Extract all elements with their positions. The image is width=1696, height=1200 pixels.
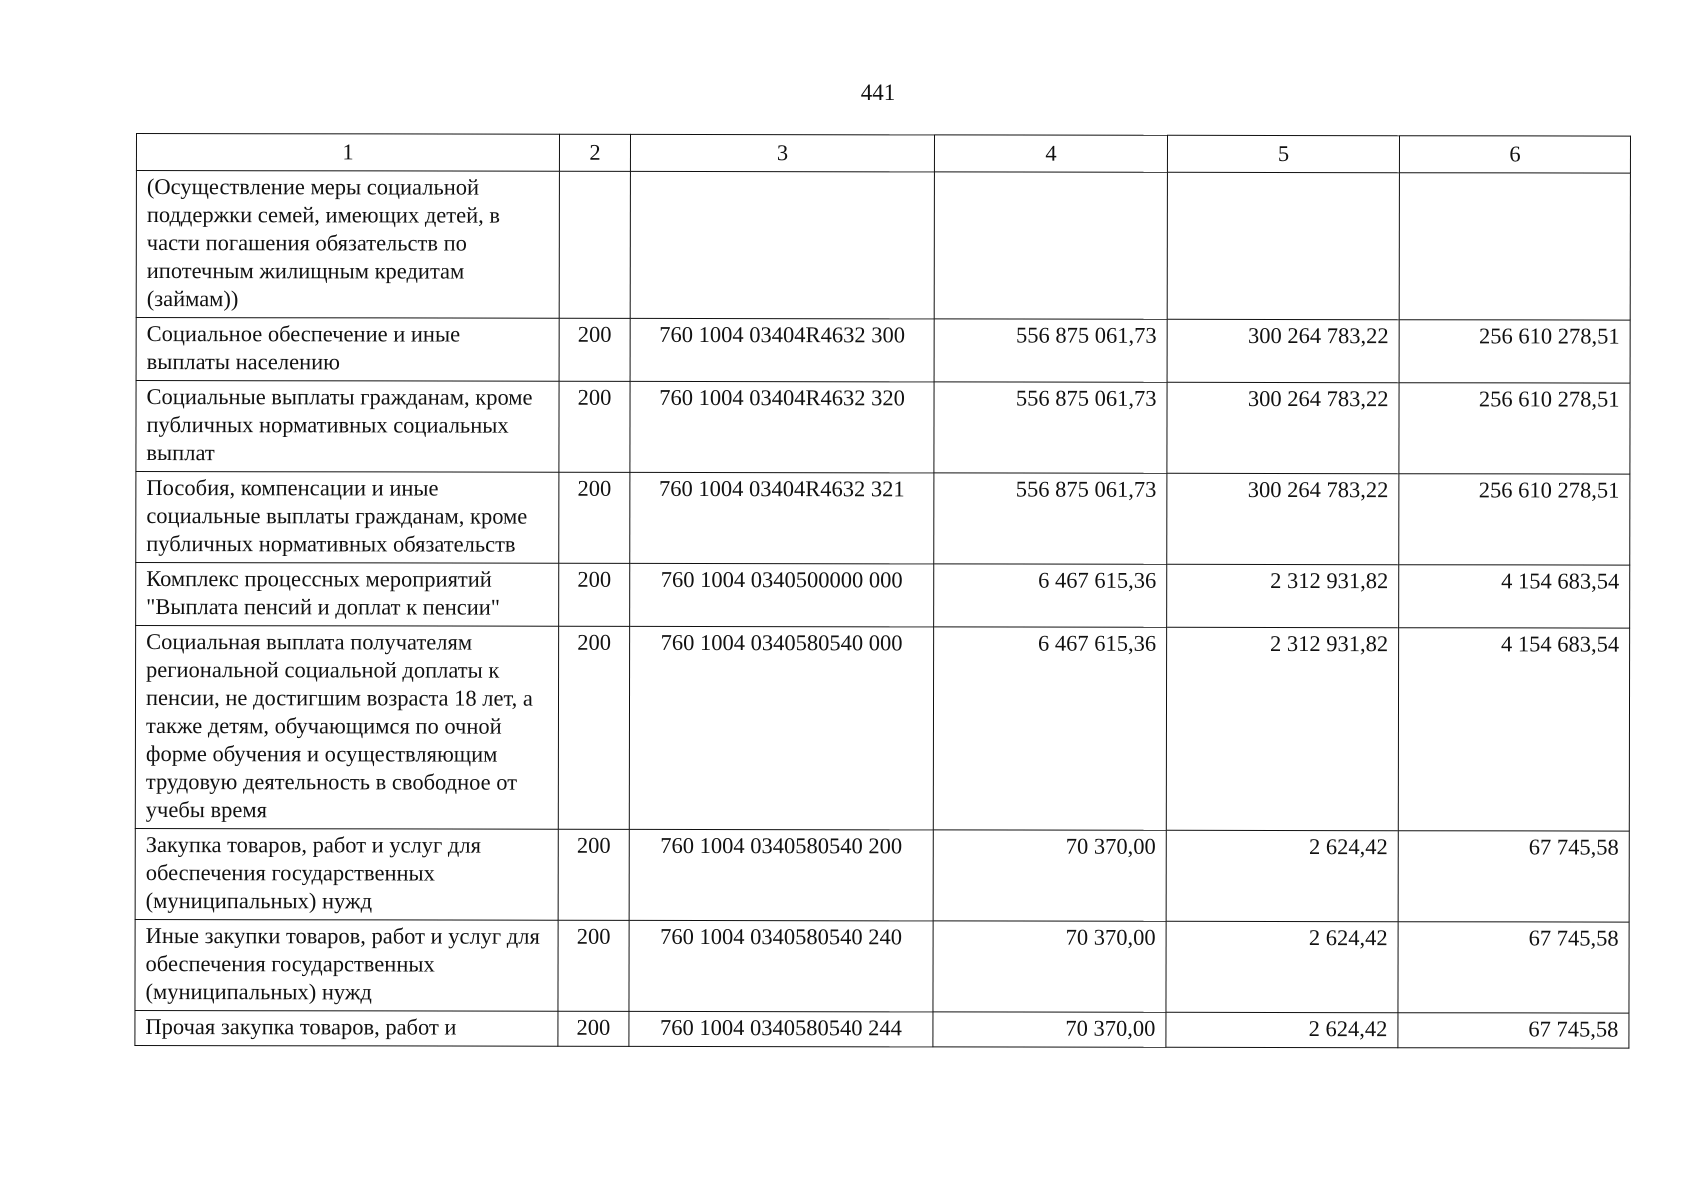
table-row xyxy=(136,381,1630,475)
row-value-6: 67 745,58 xyxy=(1398,922,1629,1013)
column-header: 1 xyxy=(136,134,559,172)
table-row xyxy=(136,171,1630,321)
row-code: 760 1004 0340580540 244 xyxy=(629,1011,933,1047)
row-value-4: 556 875 061,73 xyxy=(934,382,1167,473)
row-code: 760 1004 0340500000 000 xyxy=(630,563,934,627)
row-value-4: 70 370,00 xyxy=(933,1012,1166,1047)
budget-table xyxy=(134,133,1631,1049)
table-row xyxy=(136,472,1630,566)
row-value-6: 4 154 683,54 xyxy=(1399,565,1630,628)
column-header: 6 xyxy=(1399,136,1630,173)
row-name: Социальные выплаты гражданам, кроме публичных нормативных социальных выплат xyxy=(136,381,559,473)
row-name: (Осуществление меры социальной поддержки семей, имеющих детей, в части погашения обязательств по ипотечным жилищным кредитам (займам)) xyxy=(136,171,559,319)
row-value-5 xyxy=(1167,172,1399,319)
table-row xyxy=(136,318,1630,384)
row-code xyxy=(630,171,934,319)
row-value-5: 2 312 931,82 xyxy=(1167,564,1399,627)
row-name: Прочая закупка товаров, работ и xyxy=(135,1010,558,1046)
row-code: 760 1004 03404R4632 321 xyxy=(630,472,934,564)
row-name: Иные закупки товаров, работ и услуг для обеспечения государственных (муниципальных) нужд xyxy=(135,919,558,1011)
table-row xyxy=(135,1010,1629,1048)
row-col2: 200 xyxy=(558,1011,629,1046)
row-col2: 200 xyxy=(558,920,629,1011)
row-col2: 200 xyxy=(558,829,629,920)
row-value-4: 6 467 615,36 xyxy=(933,627,1166,830)
row-code: 760 1004 03404R4632 300 xyxy=(630,318,934,382)
header-row xyxy=(136,134,1630,174)
row-value-4: 556 875 061,73 xyxy=(934,319,1167,382)
table-row xyxy=(135,919,1629,1013)
row-value-6 xyxy=(1399,173,1630,320)
row-value-4: 70 370,00 xyxy=(933,830,1166,921)
row-value-6: 256 610 278,51 xyxy=(1399,383,1630,474)
row-value-6: 67 745,58 xyxy=(1398,831,1629,922)
row-code: 760 1004 0340580540 200 xyxy=(629,829,933,921)
row-code: 760 1004 03404R4632 320 xyxy=(630,381,934,473)
row-name: Закупка товаров, работ и услуг для обеспечения государственных (муниципальных) нужд xyxy=(135,828,558,920)
row-value-5: 2 624,42 xyxy=(1166,1012,1398,1047)
column-header: 2 xyxy=(559,134,630,171)
row-value-5: 2 312 931,82 xyxy=(1166,627,1398,830)
row-code: 760 1004 0340580540 000 xyxy=(629,626,933,830)
row-value-4: 6 467 615,36 xyxy=(934,564,1167,627)
page-number: 441 xyxy=(860,80,896,105)
table-row xyxy=(135,828,1629,922)
table-row xyxy=(136,563,1630,629)
row-value-4: 556 875 061,73 xyxy=(934,473,1167,564)
row-col2: 200 xyxy=(559,472,630,563)
column-header: 5 xyxy=(1167,135,1399,172)
row-col2: 200 xyxy=(559,318,630,381)
row-name: Пособия, компенсации и иные социальные выплаты гражданам, кроме публичных нормативных обязательств xyxy=(136,472,559,564)
row-name: Социальная выплата получателям региональной социальной доплаты к пенсии, не достигшим возраста 18 лет, а также детям, обучающимся по очной форме обучения и осуществляющим трудовую деятельность в свободное от учебы время xyxy=(135,626,558,830)
row-value-4 xyxy=(934,172,1167,319)
row-code: 760 1004 0340580540 240 xyxy=(629,920,933,1012)
column-header: 4 xyxy=(934,135,1167,172)
row-value-6: 67 745,58 xyxy=(1398,1013,1629,1048)
row-value-4: 70 370,00 xyxy=(933,921,1166,1012)
row-value-6: 256 610 278,51 xyxy=(1399,320,1630,383)
row-value-5: 300 264 783,22 xyxy=(1167,473,1399,564)
row-value-5: 300 264 783,22 xyxy=(1167,319,1399,382)
row-col2: 200 xyxy=(559,563,630,626)
row-name: Комплекс процессных мероприятий "Выплата пенсий и доплат к пенсии" xyxy=(136,563,559,627)
row-col2: 200 xyxy=(558,626,629,829)
column-header: 3 xyxy=(630,134,934,172)
table-row xyxy=(135,626,1629,832)
row-name: Социальное обеспечение и иные выплаты населению xyxy=(136,318,559,382)
row-value-5: 300 264 783,22 xyxy=(1167,382,1399,473)
row-col2 xyxy=(559,171,630,318)
row-col2: 200 xyxy=(559,381,630,472)
row-value-5: 2 624,42 xyxy=(1166,830,1398,921)
row-value-6: 4 154 683,54 xyxy=(1398,628,1629,831)
row-value-6: 256 610 278,51 xyxy=(1399,474,1630,565)
row-value-5: 2 624,42 xyxy=(1166,921,1398,1012)
